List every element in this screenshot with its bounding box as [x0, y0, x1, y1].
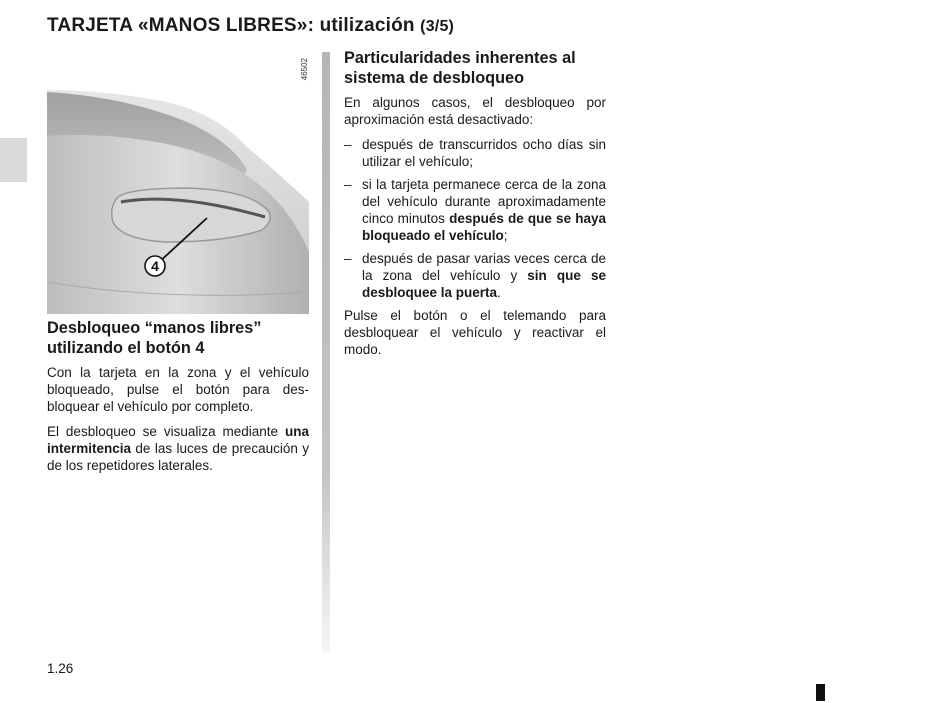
page-title — [47, 15, 454, 37]
unlock-button-heading: Desbloqueo “manos libres” utilizando el botón 4 — [47, 319, 262, 357]
column-divider — [322, 52, 330, 652]
particularities-intro: En algunos casos, el desbloqueo por aproximación está desactivado: — [344, 95, 606, 127]
title-part: (3/5) — [420, 18, 455, 35]
list-item — [344, 176, 606, 244]
deactivation-list — [344, 136, 606, 301]
list-item — [344, 136, 606, 170]
item-text: después de transcurridos ocho días sin utilizar el vehículo; — [362, 137, 606, 169]
vehicle-rear-illustration — [47, 52, 309, 314]
title-main: TARJETA «MANOS LIBRES»: utilización — [47, 15, 415, 36]
dash-mark: – — [344, 251, 352, 266]
dash-mark: – — [344, 177, 352, 192]
page-number: 1.26 — [47, 661, 74, 676]
item-text-end: . — [497, 285, 501, 300]
particularities-outro: Pulse el botón o el telemando para desbloquear el vehículo y reactivar el modo. — [344, 308, 606, 357]
page-edge-marker — [816, 684, 825, 701]
item-text-end: ; — [503, 228, 508, 243]
p2-text-c: de las luces de precaución y de los repetidores laterales. — [47, 441, 309, 473]
item-text: después de pasar varias veces cerca de la zona del vehículo y — [362, 251, 606, 283]
right-column — [344, 48, 606, 366]
item-bold: después de que se haya bloqueado el vehículo — [362, 211, 606, 243]
item-text: si la tarjeta permanece cerca de la zona del vehículo durante aproximadamente cinco minutos — [362, 177, 606, 226]
car-rear-drawing — [47, 52, 309, 314]
section-tab — [0, 138, 27, 182]
list-item — [344, 250, 606, 301]
unlock-paragraph-2 — [47, 423, 309, 474]
unlock-paragraph-1: Con la tarjeta en la zona y el vehículo bloqueado, pulse el botón para desbloquear el vehículo por completo. — [47, 365, 309, 414]
p2-text-a: El desbloqueo se visualiza mediante — [47, 424, 285, 439]
dash-mark: – — [344, 137, 352, 152]
left-column — [47, 318, 309, 482]
item-bold: sin que se desbloquee la puerta — [362, 268, 606, 300]
figure-reference: 46502 — [300, 58, 309, 81]
particularities-heading: Particularidades inherentes al sistema de desbloqueo — [344, 49, 576, 87]
p2-bold: una intermitencia — [47, 424, 309, 456]
callout-number: 4 — [151, 258, 159, 274]
